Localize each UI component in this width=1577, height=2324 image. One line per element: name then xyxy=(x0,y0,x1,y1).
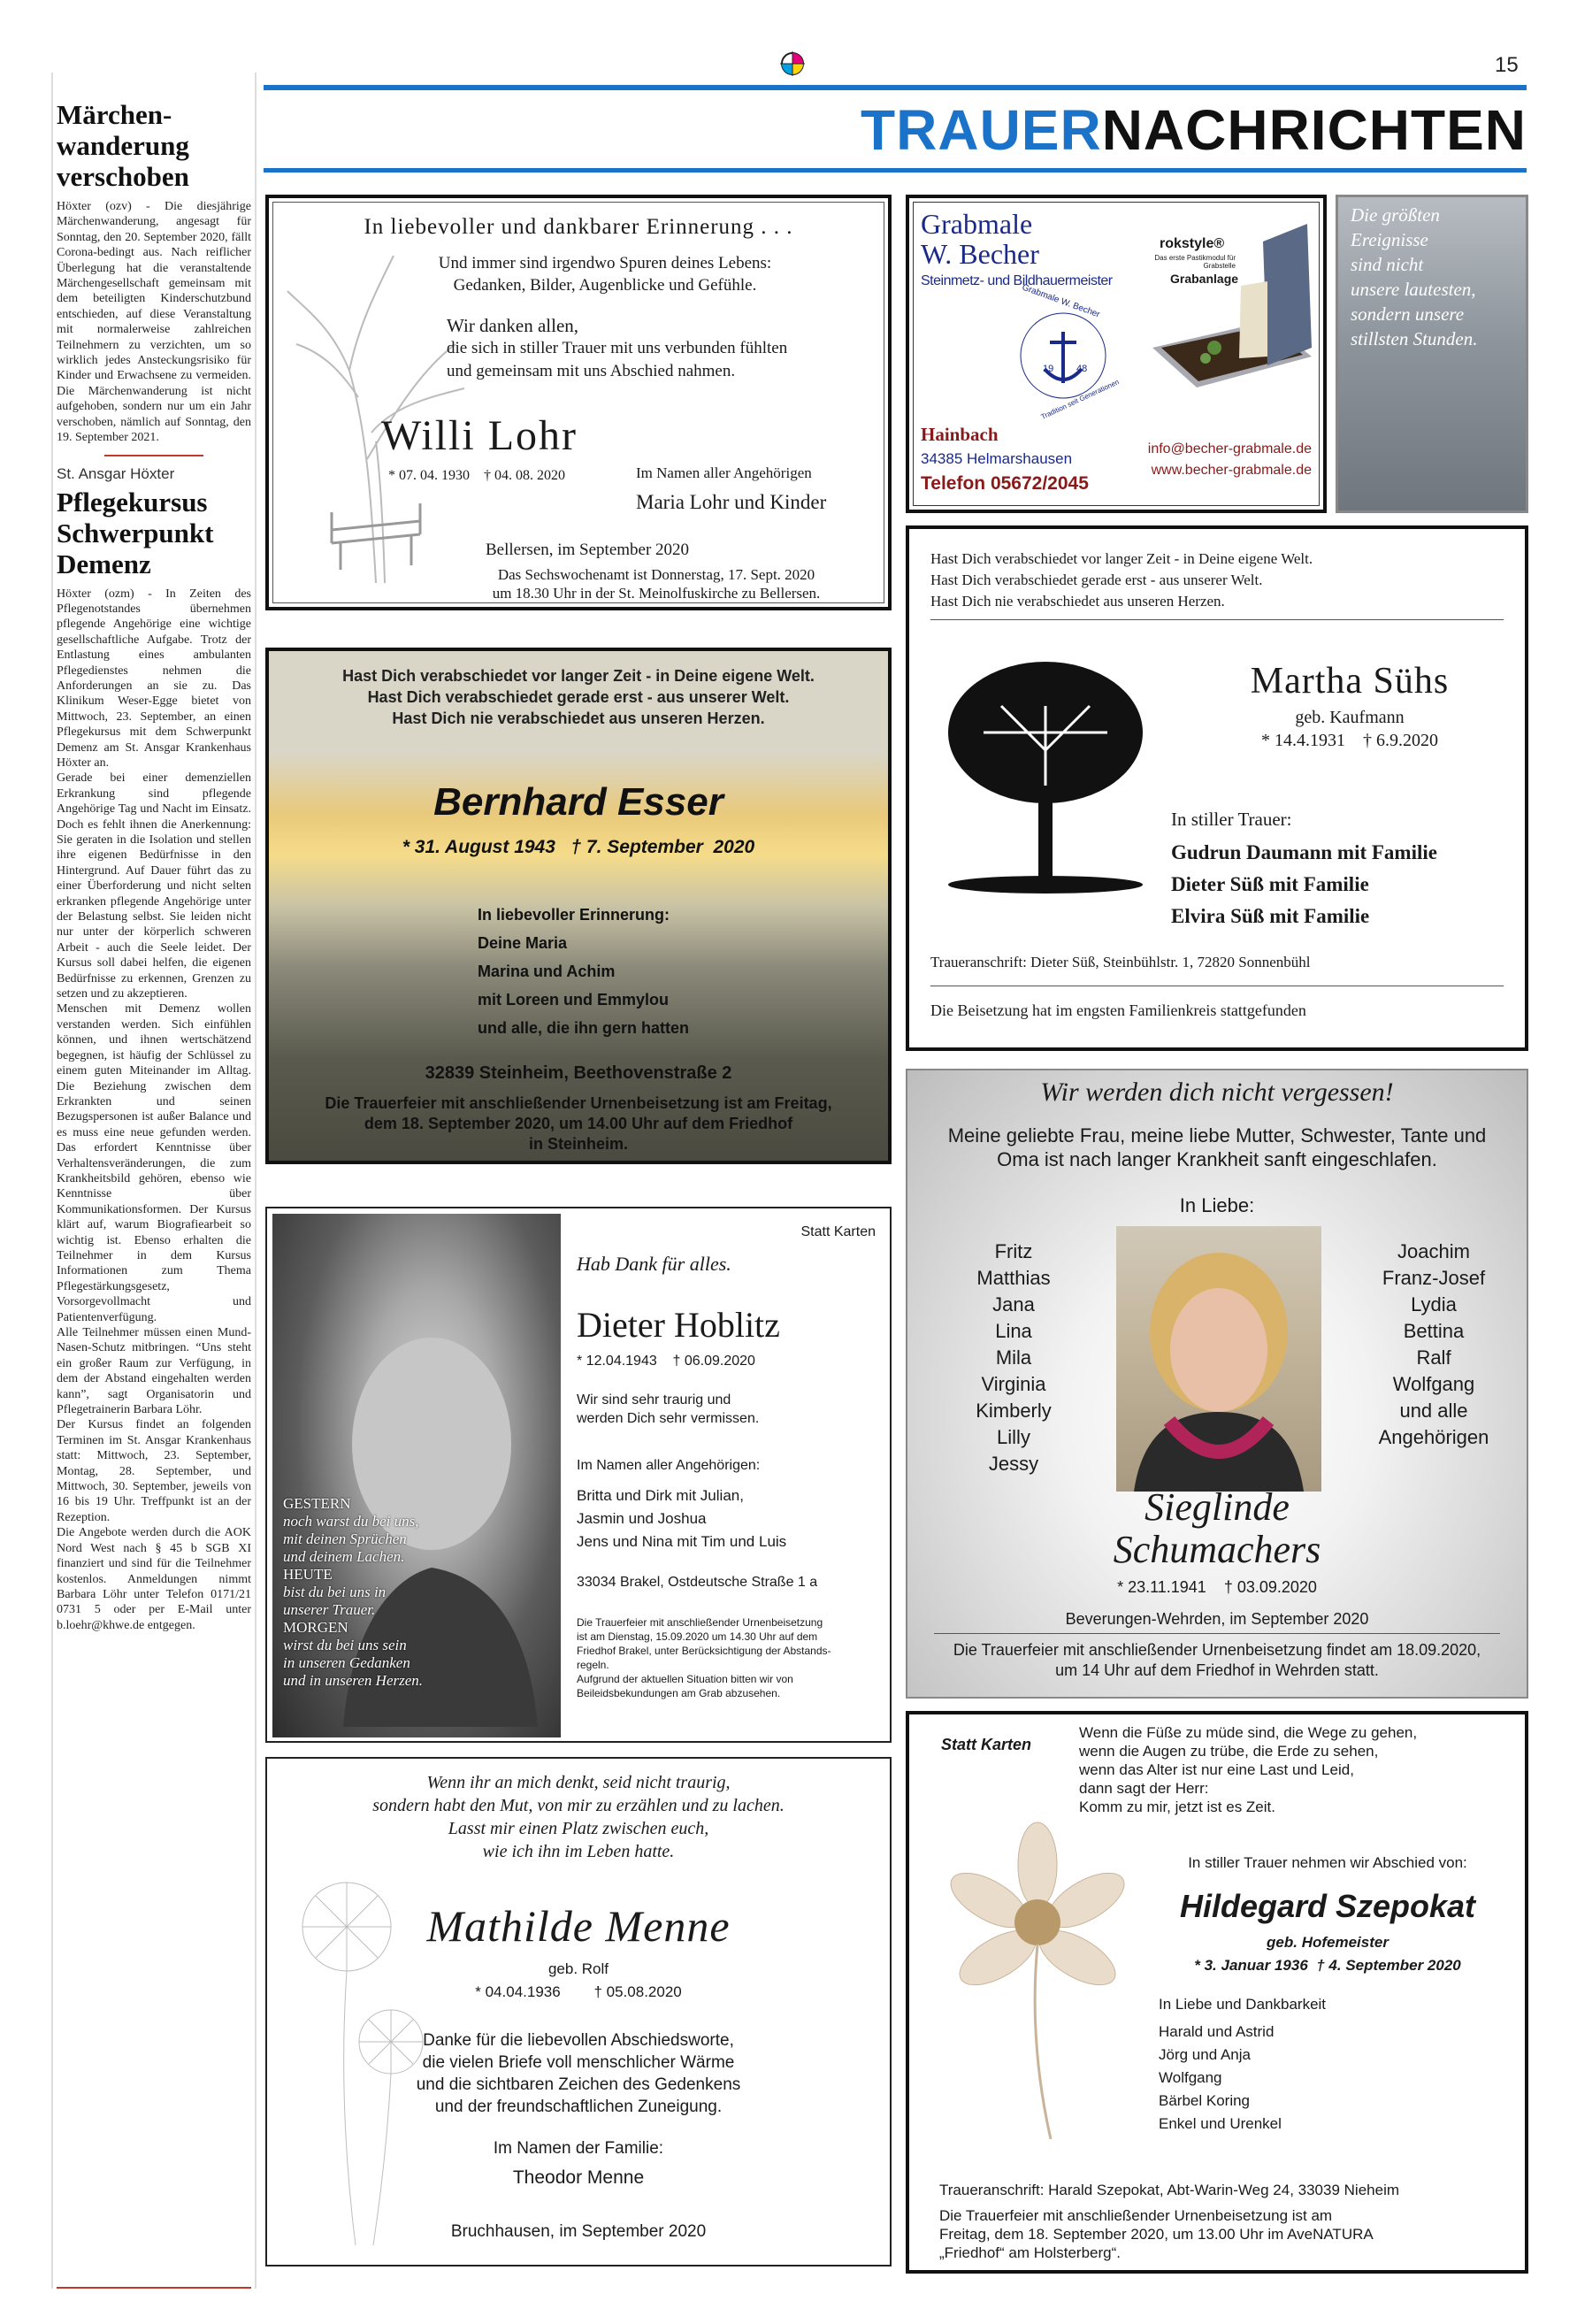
mourner-name: Lilly xyxy=(997,1426,1030,1448)
becher-city: 34385 Helmarshausen xyxy=(921,450,1073,467)
becher-product-name: Grabanlage xyxy=(1170,272,1239,286)
mourner-name: Lydia xyxy=(1411,1293,1457,1315)
mourner-name: Jessy xyxy=(988,1453,1039,1475)
paragraph: Alle Teilnehmer müssen einen Mund-Nasen-Schutz mitbringen. “Uns steht ein großer Raum zur Verfügung, in dem der Abstand eingehalten werden kann”, sagt Organisatorin und Pflegetrainerin Barbara Löhr. xyxy=(57,1326,251,1417)
verse-line: dann sagt der Herr: xyxy=(1079,1780,1209,1797)
mathilde-name: Mathilde Menne xyxy=(426,1901,731,1951)
sieglinde-rule xyxy=(934,1633,1500,1634)
poem-line: HEUTE xyxy=(283,1566,333,1583)
title-line: Demenz xyxy=(57,548,151,579)
hildegard-dates: * 3. Januar 1936 † 4. September 2020 xyxy=(1194,1957,1461,1974)
family-line: Jens und Nina mit Tim und Luis xyxy=(577,1533,787,1550)
mathilde-place: Bruchhausen, im September 2020 xyxy=(450,2222,707,2241)
article-maerchen xyxy=(57,73,251,446)
becher-product-sub: Das erste Pastikmodul für Grabstelle xyxy=(1154,254,1236,270)
verse-line: Hast Dich verabschiedet gerade erst - aus unserer Welt. xyxy=(930,571,1263,588)
article-maerchen-body: Höxter (ozv) - Die diesjährige Märchenwanderung, angesagt für Sonntag, den 20. September 2020, fällt Corona-bedingt aus. Nach reiflicher Überlegung hat die veranstaltende Märchengesellschaft gemeinsam mit dem beteiligten Kinderschutzbund entschieden, auf diese Veranstaltung mit normalerweise zahlreichen Teilnehmern zu verzichten, um so wirklich jedes Ansteckungsrisiko für Kinder und Erwachsene zu vermeiden. Die Märchenwanderung ist nicht aufgehoben, sondern nur um ein Jahr verschoben, nämlich auf Sonntag, den 19. September 2021. xyxy=(57,200,251,445)
mourner-name: Franz-Josef xyxy=(1382,1267,1486,1289)
notice-dieter-hoblitz xyxy=(265,1207,892,1743)
dieter-address: 33034 Brakel, Ostdeutsche Straße 1 a xyxy=(577,1575,818,1590)
martha-rule xyxy=(930,619,1504,620)
verse-line: wenn das Alter ist nur eine Last und Leid, xyxy=(1079,1761,1354,1778)
page-number: 15 xyxy=(1495,53,1519,77)
becher-seal-top: Grabmale W. Becher xyxy=(1020,282,1101,320)
becher-phone: Telefon 05672/2045 xyxy=(921,473,1089,494)
note-line: Die Trauerfeier mit anschließender Urnenbeisetzung xyxy=(577,1616,823,1629)
becher-title1: Grabmale xyxy=(921,208,1033,240)
left-column xyxy=(51,73,256,2289)
paragraph: Menschen mit Demenz wollen verstanden werden. Sich einfühlen können, und ihnen wertschätzend begegnen, ist häufig der Schlüssel zu einem guten Miteinander im Alltag. Die Beziehung zwischen dem Erkrankten und seinen Bezugspersonen ist außer Balance und es muss eine neue gefunden werden. Das erfordert Kenntnisse über Verhaltensveränderungen, die zum Krankheitsbild gehören, ebenso wie Kenntnisse über Kommunikationsformen. Der Kursus klärt auf, warum Biografiearbeit so wichtig ist. Ebenso erhalten die Teilnehmer in dem Kursus Informationen zum Thema Pflegestärkungsgesetz, Vorsorgevollmacht und Patientenverfügung. xyxy=(57,1002,251,1324)
mourner-line: Jörg und Anja xyxy=(1159,2046,1251,2063)
paragraph: Der Kursus findet an folgenden Terminen im St. Ansgar Krankenhaus statt: Mittwoch, 23. September, Montag, 28. September, und Mittwoch, 30. September, jeweils von 16 bis 19 Uhr. Treffpunkt ist an der Rezeption. xyxy=(57,1418,251,1524)
mourner-line: mit Loreen und Emmylou xyxy=(478,991,670,1009)
article-pflegekursus-title xyxy=(57,487,251,579)
note-line: dem 18. September 2020, um 14.00 Uhr auf dem Friedhof xyxy=(364,1115,793,1132)
poem-line: noch warst du bei uns, xyxy=(283,1513,419,1530)
grave-stone-illustration xyxy=(1135,215,1321,392)
martha-dates: * 14.4.1931 † 6.9.2020 xyxy=(1261,731,1438,750)
notice-bernhard-esser xyxy=(265,648,892,1164)
title-line: wanderung xyxy=(57,130,189,161)
quote-text xyxy=(1338,197,1526,351)
paragraph: Gerade bei einer demenziellen Erkrankung sind pflegende Angehörige Tag und Nacht im Einsatz. Doch es fehlt ihnen die Anerkennung: Sie geraten in die Isolation und stellen ihre eigenen Bedürfnisse in den Hintergrund. Auf Dauer führt das zu einer Überforderung und nicht selten erkranken pflegende Angehörige unter der Belastung selbst. Sie leiden nicht nur unter der körperlich schweren Arbeit - auch die Seele leidet. Der Kursus soll dabei helfen, die eigenen Bedürfnisse zu erkennen, Grenzen zu setzen und zu akzeptieren. xyxy=(57,771,251,1001)
mourner-name: Mila xyxy=(995,1346,1032,1369)
notice-willi-lohr xyxy=(265,195,892,610)
poem-line: bist du bei uns in xyxy=(283,1584,387,1600)
verse-line: Hast Dich verabschiedet vor langer Zeit - in Deine eigene Welt. xyxy=(342,667,815,685)
bernhard-name: Bernhard Esser xyxy=(433,780,723,824)
becher-web[interactable]: www.becher-grabmale.de xyxy=(1151,463,1312,478)
becher-product: rokstyle® xyxy=(1160,236,1225,251)
paragraph: Die Angebote werden durch die AOK Nord West nach § 45 b SGB XI finanziert und sind für die Teilnehmer kostenlos. Anmeldungen nimmt Barbara Löhr unter Telefon 0171/21 0731 5 oder per E-Mail unter b.loehr@khwe.de entgegen. xyxy=(57,1526,251,1632)
note-line: Das Sechswochenamt ist Donnerstag, 17. Sept. 2020 xyxy=(497,566,815,583)
family-line: Jasmin und Joshua xyxy=(577,1510,707,1527)
poem-line: wirst du bei uns sein xyxy=(283,1637,407,1653)
sieglinde-photo xyxy=(1116,1226,1321,1492)
verse-line: Lasst mir einen Platz zwischen euch, xyxy=(448,1819,709,1838)
mourner-name: Lina xyxy=(995,1320,1032,1342)
mourner-line: Enkel und Urenkel xyxy=(1159,2115,1282,2132)
willi-family: Maria Lohr und Kinder xyxy=(636,491,827,513)
thanks-line: die sich in stiller Trauer mit uns verbunden fühlten xyxy=(447,339,788,357)
dieter-name: Dieter Hoblitz xyxy=(577,1305,780,1345)
dieter-dates: * 12.04.1943 † 06.09.2020 xyxy=(577,1354,755,1369)
title-line: Pflegekursus xyxy=(57,486,208,518)
mourner-line: Wolfgang xyxy=(1159,2069,1222,2086)
becher-subtitle: Steinmetz- und Bildhauermeister xyxy=(921,273,1113,288)
intro-line: Und immer sind irgendwo Spuren deines Lebens: xyxy=(438,254,772,272)
mourner-line: Deine Maria xyxy=(478,934,568,952)
sieglinde-dates: * 23.11.1941 † 03.09.2020 xyxy=(1117,1578,1317,1596)
mathilde-family-label: Im Namen der Familie: xyxy=(493,2139,664,2158)
martha-address: Traueranschrift: Dieter Süß, Steinbühlstr. 1, 72820 Sonnenbühl xyxy=(930,954,1311,970)
poem-line: GESTERN xyxy=(283,1495,351,1512)
thanks-line: und gemeinsam mit uns Abschied nahmen. xyxy=(447,362,736,380)
mourner-line: Gudrun Daumann mit Familie xyxy=(1171,841,1437,863)
note-line: Freitag, dem 18. September 2020, um 13.00 Uhr im AveNATURA xyxy=(939,2226,1374,2243)
family-line: Britta und Dirk mit Julian, xyxy=(577,1487,744,1504)
mathilde-thanks xyxy=(267,2029,890,2118)
verse-line: Hast Dich verabschiedet gerade erst - aus unserer Welt. xyxy=(367,688,790,706)
becher-email[interactable]: info@becher-grabmale.de xyxy=(1147,441,1312,456)
title-line: verschoben xyxy=(57,161,189,192)
notice-hildegard-szepokat xyxy=(906,1711,1528,2274)
notice-sieglinde-schumachers xyxy=(906,1069,1528,1699)
mathilde-verse xyxy=(267,1771,890,1863)
mourner-line: Marina und Achim xyxy=(478,963,616,980)
poem-line: und deinem Lachen. xyxy=(283,1548,405,1565)
mourner-line: Harald und Astrid xyxy=(1159,2023,1275,2040)
dieter-poem xyxy=(283,1495,423,1690)
sieglinde-in-love: In Liebe: xyxy=(1179,1194,1255,1216)
sieglinde-right-list xyxy=(1359,1239,1509,1451)
mourner-name: Virginia xyxy=(981,1373,1046,1395)
dieter-words xyxy=(577,1391,759,1428)
mourner-line: und alle, die ihn gern hatten xyxy=(478,1019,690,1037)
quote-line: sind nicht xyxy=(1351,254,1424,275)
quote-line: Die größten xyxy=(1351,204,1440,226)
becher-seal-icon xyxy=(1006,298,1121,413)
article-pflegekursus-body xyxy=(57,587,251,1634)
verse-line: Hast Dich verabschiedet vor langer Zeit - in Deine eigene Welt. xyxy=(930,550,1313,567)
header-rule-top xyxy=(264,85,1527,90)
words-line: werden Dich sehr vermissen. xyxy=(577,1411,760,1426)
quote-line: sondern unsere xyxy=(1351,303,1465,325)
mathilde-dates: * 04.04.1936 † 05.08.2020 xyxy=(475,1983,682,2000)
sieglinde-note xyxy=(907,1640,1527,1681)
note-line: Die Trauerfeier mit anschließender Urnenbeisetzung ist am xyxy=(939,2207,1333,2224)
quote-box xyxy=(1336,195,1528,513)
note-line: regeln. xyxy=(577,1659,609,1671)
quote-line: Ereignisse xyxy=(1351,229,1428,250)
dieter-statt: Statt Karten xyxy=(800,1224,876,1239)
article-pflegekursus xyxy=(57,465,251,1634)
martha-name: Martha Sühs xyxy=(1250,661,1450,702)
sieglinde-name xyxy=(907,1486,1527,1571)
note-line: Friedhof Brakel, unter Berücksichtigung der Abstands- xyxy=(577,1645,831,1657)
mourner-name: Ralf xyxy=(1416,1346,1451,1369)
verse-line: wie ich ihn im Leben hatte. xyxy=(482,1842,675,1861)
title-line: Schwerpunkt xyxy=(57,517,214,548)
hildegard-note xyxy=(939,2206,1374,2262)
martha-mourners xyxy=(1171,837,1437,932)
left-column-end-rule xyxy=(57,2287,251,2289)
tree-icon xyxy=(930,653,1160,918)
article-maerchen-title xyxy=(57,99,251,192)
hildegard-statt: Statt Karten xyxy=(941,1736,1032,1753)
thanks-line: die vielen Briefe voll menschlicher Wärme xyxy=(422,2053,735,2072)
mourner-line: In liebevoller Erinnerung: xyxy=(478,906,670,924)
paragraph: Höxter (ozm) - In Zeiten des Pflegenotstandes übernehmen pflegende Angehörige eine wichtige gesellschaftliche Aufgabe. Trotz der Entlastung eines ambulanten Pflegedienstes nehmen die Anforderungen an sie zu. Das Klinikum Weser-Egge bietet von Mittwoch, 23. September, an einen Pflegekursus mit dem Schwerpunkt Demenz am St. Ansgar Krankenhaus Höxter an. xyxy=(57,587,251,770)
martha-note: Die Beisetzung hat im engsten Familienkreis stattgefunden xyxy=(930,1001,1306,1019)
dieter-family xyxy=(577,1484,786,1553)
notice-martha-suehs xyxy=(906,525,1528,1051)
note-line: um 14 Uhr auf dem Friedhof in Wehrden statt. xyxy=(1055,1661,1379,1679)
martha-born: geb. Kaufmann xyxy=(1295,708,1405,727)
hildegard-born: geb. Hofemeister xyxy=(1267,1934,1389,1951)
mourner-name: Wolfgang xyxy=(1392,1373,1475,1395)
becher-location: Hainbach xyxy=(921,424,999,445)
mourner-name: und alle xyxy=(1399,1400,1468,1422)
flower-illustration xyxy=(945,1821,1130,2139)
martha-verse xyxy=(930,548,1313,612)
dieter-photo xyxy=(272,1214,561,1737)
section-title-suffix: NACHRICHTEN xyxy=(1101,98,1527,162)
mourner-name: Fritz xyxy=(994,1240,1033,1262)
note-line: um 18.30 Uhr in der St. Meinolfuskirche zu Bellersen. xyxy=(492,585,821,602)
sieglinde-portrait xyxy=(1116,1226,1321,1492)
bernhard-note xyxy=(269,1093,888,1154)
willi-intro xyxy=(326,252,884,296)
quote-line: stillsten Stunden. xyxy=(1351,328,1478,349)
mathilde-born: geb. Rolf xyxy=(547,1960,609,1977)
sieglinde-left-list xyxy=(943,1239,1084,1477)
bernhard-dates: * 31. August 1943 † 7. September 2020 xyxy=(402,837,755,857)
header-rule-bottom xyxy=(264,168,1527,173)
mourner-name: Bettina xyxy=(1403,1320,1465,1342)
verse-line: Hast Dich nie verabschiedet aus unseren Herzen. xyxy=(930,593,1225,610)
registration-mark xyxy=(780,51,805,76)
poem-line: in unseren Gedanken xyxy=(283,1654,410,1671)
name-line: Schumachers xyxy=(1113,1528,1321,1571)
becher-seal-year-a: 19 xyxy=(1043,364,1054,374)
sieglinde-place: Beverungen-Wehrden, im September 2020 xyxy=(1065,1610,1369,1628)
willi-header: In liebevoller und dankbarer Erinnerung . . . xyxy=(364,215,793,239)
mourner-name: Jana xyxy=(992,1293,1035,1315)
intro-line: Gedanken, Bilder, Augenblicke und Gefühle. xyxy=(453,276,757,295)
ad-becher-grabmale xyxy=(906,195,1327,513)
intro-line: Oma ist nach langer Krankheit sanft eingeschlafen. xyxy=(997,1148,1437,1170)
verse-line: Wenn ihr an mich denkt, seid nicht traurig, xyxy=(426,1773,731,1792)
article-divider xyxy=(104,455,203,456)
mathilde-family: Theodor Menne xyxy=(512,2167,645,2188)
mourner-name: Kimberly xyxy=(976,1400,1052,1422)
willi-name: Willi Lohr xyxy=(381,412,578,459)
mourner-line: Elvira Süß mit Familie xyxy=(1171,905,1370,927)
thanks-line: und die sichtbaren Zeichen des Gedenkens xyxy=(416,2075,741,2094)
thanks-line: Wir danken allen, xyxy=(447,315,579,336)
sieglinde-intro xyxy=(907,1124,1527,1171)
bernhard-address: 32839 Steinheim, Beethovenstraße 2 xyxy=(425,1063,732,1083)
title-line: Märchen- xyxy=(57,99,172,130)
mourner-name: Angehörigen xyxy=(1378,1426,1489,1448)
section-title-prefix: TRAUER xyxy=(861,98,1102,162)
verse-line: Komm zu mir, jetzt ist es Zeit. xyxy=(1079,1799,1275,1815)
poem-line: MORGEN xyxy=(283,1619,348,1636)
willi-thanks xyxy=(447,314,787,383)
name-line: Sieglinde xyxy=(1144,1485,1290,1529)
dieter-thanks: Hab Dank für alles. xyxy=(577,1253,731,1275)
words-line: Wir sind sehr traurig und xyxy=(577,1392,731,1407)
bernhard-verse xyxy=(269,665,888,729)
verse-line: Hast Dich nie verabschiedet aus unseren Herzen. xyxy=(392,709,765,727)
hildegard-gratitude: In Liebe und Dankbarkeit xyxy=(1159,1996,1327,2013)
mourner-line: Dieter Süß mit Familie xyxy=(1171,873,1369,895)
thanks-line: Danke für die liebevollen Abschiedsworte, xyxy=(423,2031,734,2050)
intro-line: Meine geliebte Frau, meine liebe Mutter, Schwester, Tante und xyxy=(947,1124,1487,1147)
note-line: Aufgrund der aktuellen Situation bitten wir von xyxy=(577,1673,793,1685)
mourner-name: Matthias xyxy=(976,1267,1051,1289)
hildegard-name: Hildegard Szepokat xyxy=(1179,1888,1476,1924)
dieter-note xyxy=(577,1615,831,1700)
willi-place: Bellersen, im September 2020 xyxy=(486,541,690,559)
note-line: Beileidsbekundungen am Grab abzusehen. xyxy=(577,1687,781,1699)
becher-seal-year-b: 48 xyxy=(1076,364,1088,374)
quote-line: unsere lautesten, xyxy=(1351,279,1476,300)
verse-line: sondern habt den Mut, von mir zu erzählen und zu lachen. xyxy=(372,1796,785,1815)
hildegard-address: Traueranschrift: Harald Szepokat, Abt-Warin-Weg 24, 33039 Nieheim xyxy=(939,2182,1400,2198)
bernhard-mourners xyxy=(478,901,689,1042)
martha-mourn-label: In stiller Trauer: xyxy=(1171,809,1292,830)
dieter-family-label: Im Namen aller Angehörigen: xyxy=(577,1458,761,1473)
article-pflegekursus-kicker: St. Ansgar Höxter xyxy=(57,464,175,482)
willi-note xyxy=(433,565,880,602)
sieglinde-header: Wir werden dich nicht vergessen! xyxy=(1040,1078,1394,1107)
verse-line: wenn die Augen zu trübe, die Erde zu sehen, xyxy=(1079,1743,1379,1760)
note-line: „Friedhof“ am Holsterberg“. xyxy=(939,2244,1122,2261)
mourner-name: Joachim xyxy=(1397,1240,1470,1262)
poem-line: unserer Trauer. xyxy=(283,1601,376,1618)
willi-family-label: Im Namen aller Angehörigen xyxy=(636,464,812,481)
becher-seal-bottom: Tradition seit Generationen xyxy=(1039,378,1121,421)
note-line: ist am Dienstag, 15.09.2020 um 14.30 Uhr auf dem xyxy=(577,1630,818,1643)
thanks-line: und der freundschaftlichen Zuneigung. xyxy=(434,2098,723,2116)
note-line: in Steinheim. xyxy=(528,1135,629,1153)
note-line: Die Trauerfeier mit anschließender Urnenbeisetzung ist am Freitag, xyxy=(325,1094,832,1112)
hildegard-farewell: In stiller Trauer nehmen wir Abschied von: xyxy=(1188,1854,1467,1871)
hildegard-verse xyxy=(1079,1723,1417,1816)
notice-mathilde-menne xyxy=(265,1757,892,2266)
poem-line: mit deinen Sprüchen xyxy=(283,1530,407,1547)
poem-line: und in unseren Herzen. xyxy=(283,1672,424,1689)
becher-title2: W. Becher xyxy=(921,238,1039,270)
note-line: Die Trauerfeier mit anschließender Urnenbeisetzung findet am 18.09.2020, xyxy=(953,1641,1481,1659)
verse-line: Wenn die Füße zu müde sind, die Wege zu gehen, xyxy=(1079,1724,1418,1741)
mourner-line: Bärbel Koring xyxy=(1159,2092,1251,2109)
willi-dates: * 07. 04. 1930 † 04. 08. 2020 xyxy=(388,468,565,483)
hildegard-mourners xyxy=(1159,2021,1282,2136)
section-title xyxy=(264,97,1527,163)
